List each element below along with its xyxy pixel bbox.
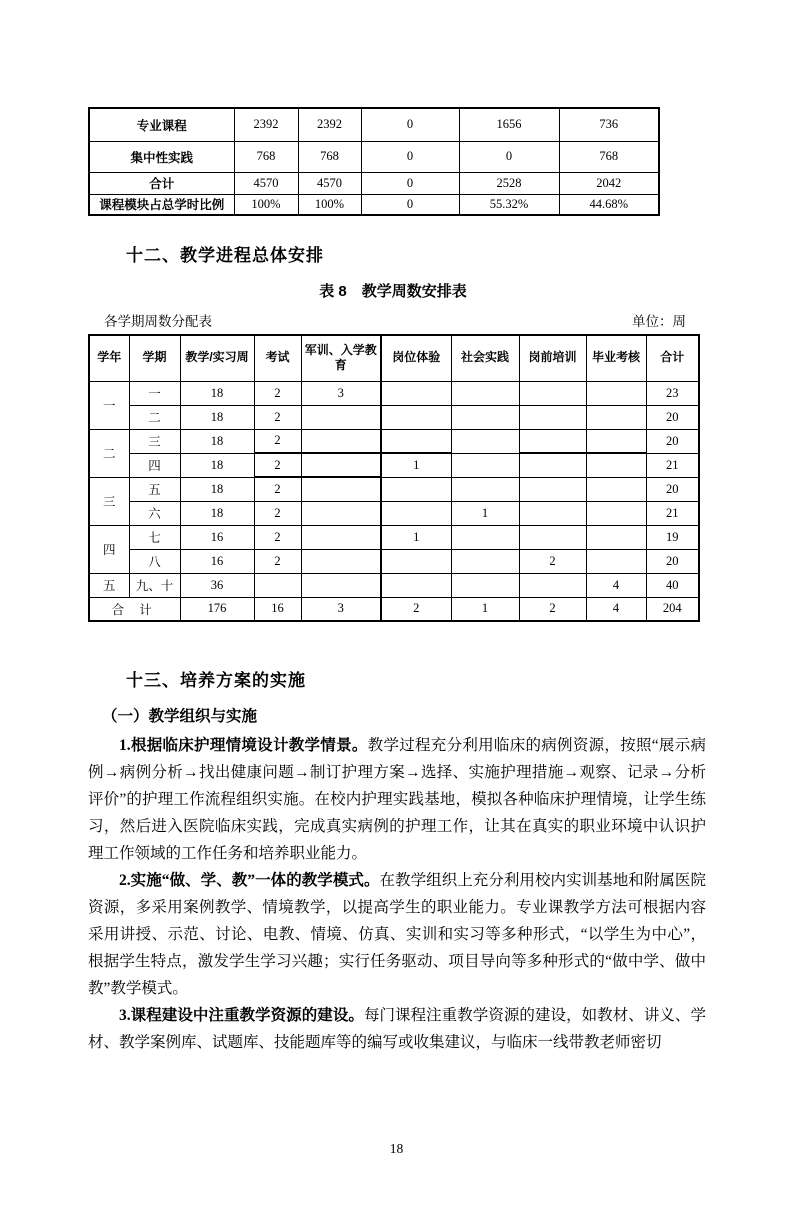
value-cell <box>519 525 586 549</box>
column-header: 合计 <box>646 335 699 381</box>
value-cell: 20 <box>646 405 699 429</box>
column-header: 学期 <box>129 335 180 381</box>
column-header: 社会实践 <box>451 335 519 381</box>
table-row <box>89 501 699 525</box>
total-value-cell: 16 <box>254 597 301 621</box>
value-cell: 4 <box>586 573 646 597</box>
value-cell <box>451 429 519 453</box>
value-cell <box>519 429 586 453</box>
value-cell: 0 <box>361 194 459 215</box>
value-cell: 40 <box>646 573 699 597</box>
value-cell: 23 <box>646 381 699 405</box>
value-cell <box>254 573 301 597</box>
value-cell: 18 <box>180 381 254 405</box>
paragraph-2 <box>88 867 706 1002</box>
semester-cell: 五 <box>129 477 180 501</box>
semester-cell: 六 <box>129 501 180 525</box>
section-13-heading: 十三、培养方案的实施 <box>126 671 306 690</box>
value-cell <box>381 429 451 453</box>
table-row <box>89 108 659 141</box>
value-cell <box>451 573 519 597</box>
value-cell <box>301 405 381 429</box>
value-cell: 768 <box>559 141 659 172</box>
value-cell: 20 <box>646 549 699 573</box>
document-page <box>0 107 793 1156</box>
table-total-row <box>89 597 699 621</box>
value-cell: 1656 <box>459 108 559 141</box>
teaching-weeks-table <box>88 334 700 622</box>
value-cell <box>381 501 451 525</box>
value-cell <box>519 477 586 501</box>
value-cell <box>381 477 451 501</box>
value-cell <box>381 405 451 429</box>
paragraph-3-text: 每门课程注重教学资源的建设，如教材、讲义、学材、教学案例库、试题库、技能题库等的编写或收集建议，与临床一线带教老师密切 <box>88 1007 706 1051</box>
total-value-cell: 2 <box>381 597 451 621</box>
value-cell: 0 <box>459 141 559 172</box>
value-cell: 2528 <box>459 172 559 194</box>
value-cell <box>301 477 381 501</box>
year-cell: 五 <box>89 573 129 597</box>
table-row <box>89 477 699 501</box>
value-cell: 3 <box>301 381 381 405</box>
subsection-heading: （一）教学组织与实施 <box>102 708 258 725</box>
column-header: 考试 <box>254 335 301 381</box>
value-cell: 768 <box>234 141 298 172</box>
column-header: 毕业考核 <box>586 335 646 381</box>
section-12-heading: 十二、教学进程总体安排 <box>126 246 324 265</box>
paragraph-2-text: 在教学组织上充分利用校内实训基地和附属医院资源，多采用案例教学、情境教学，以提高学生的职业能力。专业课教学方法可根据内容采用讲授、示范、讨论、电教、情境、仿真、实训和实习等多种形式，“以学生为中心”，根据学生特点，激发学生学习兴趣；实行任务驱动、项目导向等多种形式的“做中学、做中教”教学模式。 <box>88 872 706 997</box>
course-hours-table <box>88 107 660 216</box>
total-value-cell: 3 <box>301 597 381 621</box>
value-cell <box>381 573 451 597</box>
value-cell: 16 <box>180 549 254 573</box>
paragraph-1-lead: 1.根据临床护理情境设计教学情景。 <box>119 737 368 754</box>
semester-cell: 九、十 <box>129 573 180 597</box>
value-cell: 768 <box>298 141 361 172</box>
value-cell <box>301 573 381 597</box>
semester-cell: 三 <box>129 429 180 453</box>
value-cell: 1 <box>451 501 519 525</box>
value-cell <box>519 453 586 477</box>
value-cell: 2 <box>254 477 301 501</box>
total-value-cell: 1 <box>451 597 519 621</box>
total-value-cell: 4 <box>586 597 646 621</box>
value-cell <box>586 525 646 549</box>
total-label-cell: 合 计 <box>89 597 180 621</box>
value-cell: 100% <box>234 194 298 215</box>
table-row <box>89 194 659 215</box>
table-8-title: 表 8 教学周数安排表 <box>319 283 467 300</box>
value-cell: 18 <box>180 453 254 477</box>
year-cell: 四 <box>89 525 129 573</box>
column-header: 学年 <box>89 335 129 381</box>
table-row <box>89 453 699 477</box>
paragraph-1-text: 教学过程充分利用临床的病例资源，按照“展示病例→病例分析→找出健康问题→制订护理方案→选择、实施护理措施→观察、记录→分析评价”的护理工作流程组织实施。在校内护理实践基地，模拟各种临床护理情境，让学生练习，然后进入医院临床实践，完成真实病例的护理工作，让其在真实的职业环境中认识护理工作领域的工作任务和培养职业能力。 <box>88 737 706 862</box>
column-header: 岗位体验 <box>381 335 451 381</box>
semester-cell: 二 <box>129 405 180 429</box>
column-header: 岗前培训 <box>519 335 586 381</box>
value-cell: 21 <box>646 501 699 525</box>
value-cell: 1 <box>381 453 451 477</box>
value-cell <box>586 405 646 429</box>
value-cell: 19 <box>646 525 699 549</box>
value-cell <box>451 525 519 549</box>
value-cell <box>586 549 646 573</box>
value-cell: 2 <box>254 501 301 525</box>
table-row <box>89 405 699 429</box>
caption-left: 各学期周数分配表 <box>104 314 212 329</box>
value-cell: 36 <box>180 573 254 597</box>
column-header: 教学/实习周 <box>180 335 254 381</box>
semester-cell: 七 <box>129 525 180 549</box>
value-cell <box>586 477 646 501</box>
value-cell: 20 <box>646 429 699 453</box>
value-cell: 18 <box>180 405 254 429</box>
table-header-row <box>89 335 699 381</box>
value-cell: 16 <box>180 525 254 549</box>
row-label-cell: 课程模块占总学时比例 <box>89 194 234 215</box>
value-cell: 18 <box>180 501 254 525</box>
year-cell: 一 <box>89 381 129 429</box>
value-cell: 0 <box>361 108 459 141</box>
column-header: 军训、入学教育 <box>301 335 381 381</box>
value-cell <box>451 405 519 429</box>
value-cell: 55.32% <box>459 194 559 215</box>
value-cell: 2392 <box>234 108 298 141</box>
value-cell <box>451 381 519 405</box>
paragraph-2-lead: 2.实施“做、学、教”一体的教学模式。 <box>119 872 380 889</box>
value-cell <box>519 501 586 525</box>
year-cell: 二 <box>89 429 129 477</box>
unit-label: 单位：周 <box>632 314 686 329</box>
table-row <box>89 573 699 597</box>
value-cell <box>586 381 646 405</box>
page-number: 18 <box>389 1141 404 1156</box>
value-cell <box>301 453 381 477</box>
value-cell <box>586 429 646 453</box>
total-value-cell: 204 <box>646 597 699 621</box>
value-cell: 44.68% <box>559 194 659 215</box>
value-cell: 2392 <box>298 108 361 141</box>
semester-cell: 四 <box>129 453 180 477</box>
value-cell <box>381 549 451 573</box>
value-cell: 2 <box>254 405 301 429</box>
value-cell: 21 <box>646 453 699 477</box>
table-row <box>89 429 699 453</box>
value-cell <box>519 381 586 405</box>
total-value-cell: 176 <box>180 597 254 621</box>
row-label-cell: 合计 <box>89 172 234 194</box>
value-cell: 0 <box>361 172 459 194</box>
value-cell <box>451 549 519 573</box>
value-cell <box>301 501 381 525</box>
table-caption-row <box>88 310 698 330</box>
table-row <box>89 549 699 573</box>
value-cell <box>586 501 646 525</box>
value-cell: 2042 <box>559 172 659 194</box>
paragraph-3-lead: 3.课程建设中注重教学资源的建设。 <box>119 1007 364 1024</box>
value-cell: 0 <box>361 141 459 172</box>
table-row <box>89 381 699 405</box>
value-cell <box>519 405 586 429</box>
value-cell: 736 <box>559 108 659 141</box>
value-cell <box>381 381 451 405</box>
row-label-cell: 集中性实践 <box>89 141 234 172</box>
value-cell: 4570 <box>298 172 361 194</box>
value-cell <box>451 453 519 477</box>
semester-cell: 一 <box>129 381 180 405</box>
semester-cell: 八 <box>129 549 180 573</box>
value-cell: 1 <box>381 525 451 549</box>
value-cell: 100% <box>298 194 361 215</box>
value-cell <box>586 453 646 477</box>
value-cell <box>451 477 519 501</box>
value-cell <box>301 429 381 453</box>
value-cell <box>301 525 381 549</box>
value-cell: 18 <box>180 429 254 453</box>
value-cell: 2 <box>254 549 301 573</box>
paragraph-3 <box>88 1002 706 1056</box>
table-row <box>89 172 659 194</box>
value-cell: 18 <box>180 477 254 501</box>
total-value-cell: 2 <box>519 597 586 621</box>
value-cell: 4570 <box>234 172 298 194</box>
row-label-cell: 专业课程 <box>89 108 234 141</box>
value-cell: 2 <box>519 549 586 573</box>
value-cell: 2 <box>254 429 301 453</box>
value-cell: 2 <box>254 381 301 405</box>
value-cell: 20 <box>646 477 699 501</box>
value-cell <box>301 549 381 573</box>
year-cell: 三 <box>89 477 129 525</box>
value-cell: 2 <box>254 525 301 549</box>
paragraph-1 <box>88 732 706 867</box>
table-row <box>89 525 699 549</box>
value-cell: 2 <box>254 453 301 477</box>
value-cell <box>519 573 586 597</box>
table-row <box>89 141 659 172</box>
